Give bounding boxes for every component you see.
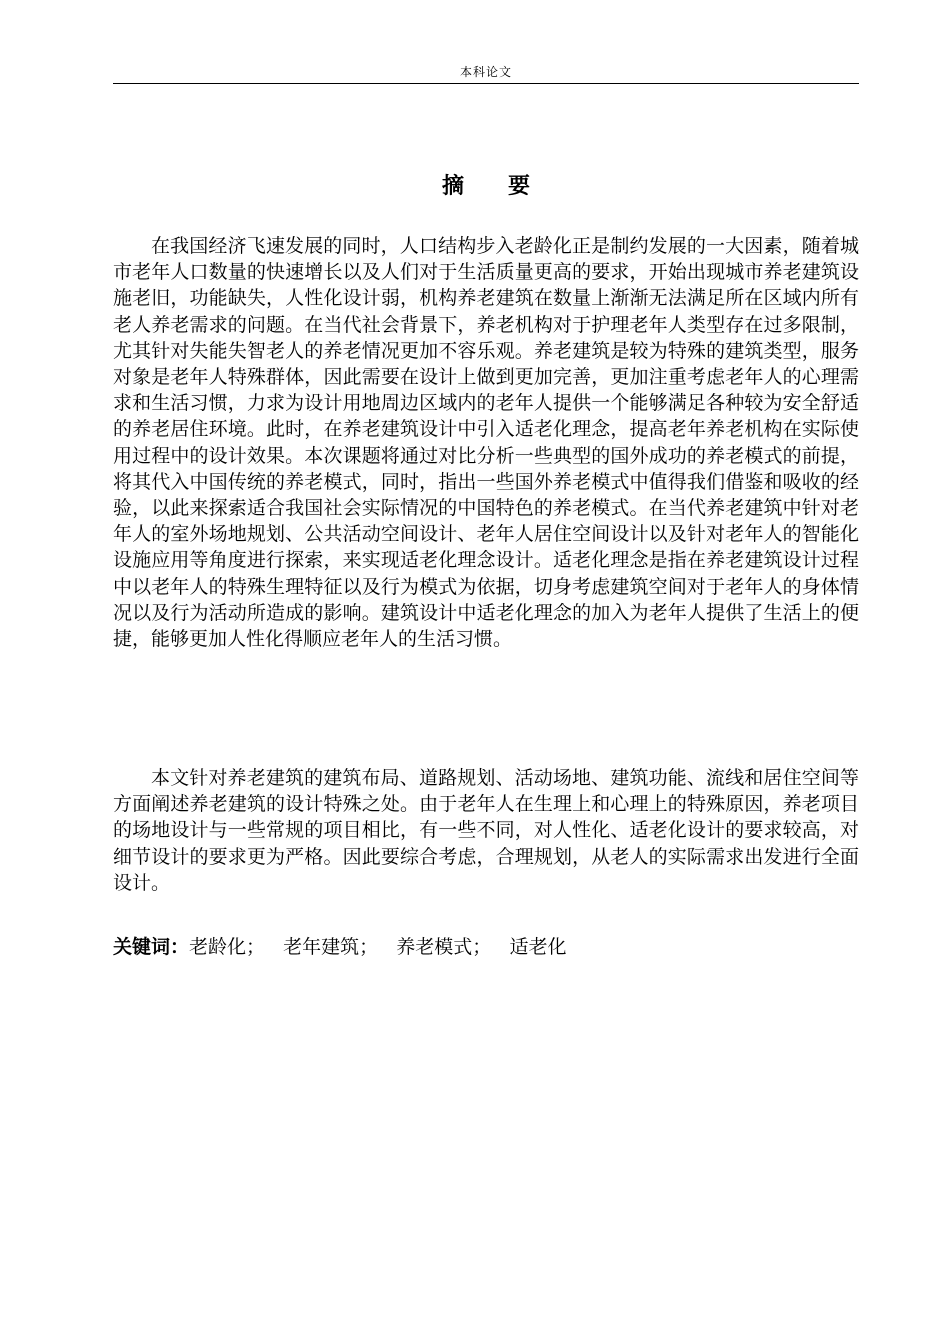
keyword-item: 养老模式； <box>396 936 492 958</box>
keywords-line <box>113 933 859 961</box>
keyword-item: 适老化 <box>509 936 567 958</box>
keyword-item: 老龄化； <box>189 936 266 958</box>
abstract-paragraph-1: 在我国经济飞速发展的同时，人口结构步入老龄化正是制约发展的一大因素，随着城市老年人口数量的快速增长以及人们对于生活质量更高的要求，开始出现城市养老建筑设施老旧，功能缺失，人性化设计弱，机构养老建筑在数量上渐渐无法满足所在区域内所有老人养老需求的问题。在当代社会背景下，养老机构对于护理老年人类型存在过多限制，尤其针对失能失智老人的养老情况更加不容乐观。养老建筑是较为特殊的建筑类型，服务对象是老年人特殊群体，因此需要在设计上做到更加完善，更加注重考虑老年人的心理需求和生活习惯，力求为设计用地周边区域内的老年人提供一个能够满足各种较为安全舒适的养老居住环境。此时，在养老建筑设计中引入适老化理念，提高老年养老机构在实际使用过程中的设计效果。本次课题将通过对比分析一些典型的国外成功的养老模式的前提，将其代入中国传统的养老模式，同时，指出一些国外养老模式中值得我们借鉴和吸收的经验，以此来探索适合我国社会实际情况的中国特色的养老模式。在当代养老建筑中针对老年人的室外场地规划、公共活动空间设计、老年人居住空间设计以及针对老年人的智能化设施应用等角度进行探索，来实现适老化理念设计。适老化理念是指在养老建筑设计过程中以老年人的特殊生理特征以及行为模式为依据，切身考虑建筑空间对于老年人的身体情况以及行为活动所造成的影响。建筑设计中适老化理念的加入为老年人提供了生活上的便捷，能够更加人性化得顺应老年人的生活习惯。 <box>113 235 859 651</box>
running-header: 本科论文 <box>459 65 512 79</box>
keywords-label: 关键词： <box>113 936 190 958</box>
abstract-title-char-1: 摘 <box>441 174 464 199</box>
header-rule <box>113 83 859 84</box>
abstract-title-char-2: 要 <box>508 174 531 199</box>
abstract-title <box>113 171 859 203</box>
abstract-paragraph-2: 本文针对养老建筑的建筑布局、道路规划、活动场地、建筑功能、流线和居住空间等方面阐述养老建筑的设计特殊之处。由于老年人在生理上和心理上的特殊原因，养老项目的场地设计与一些常规的项目相比，有一些不同，对人性化、适老化设计的要求较高，对细节设计的要求更为严格。因此要综合考虑，合理规划，从老人的实际需求出发进行全面设计。 <box>113 767 859 894</box>
keyword-item: 老年建筑； <box>283 936 379 958</box>
